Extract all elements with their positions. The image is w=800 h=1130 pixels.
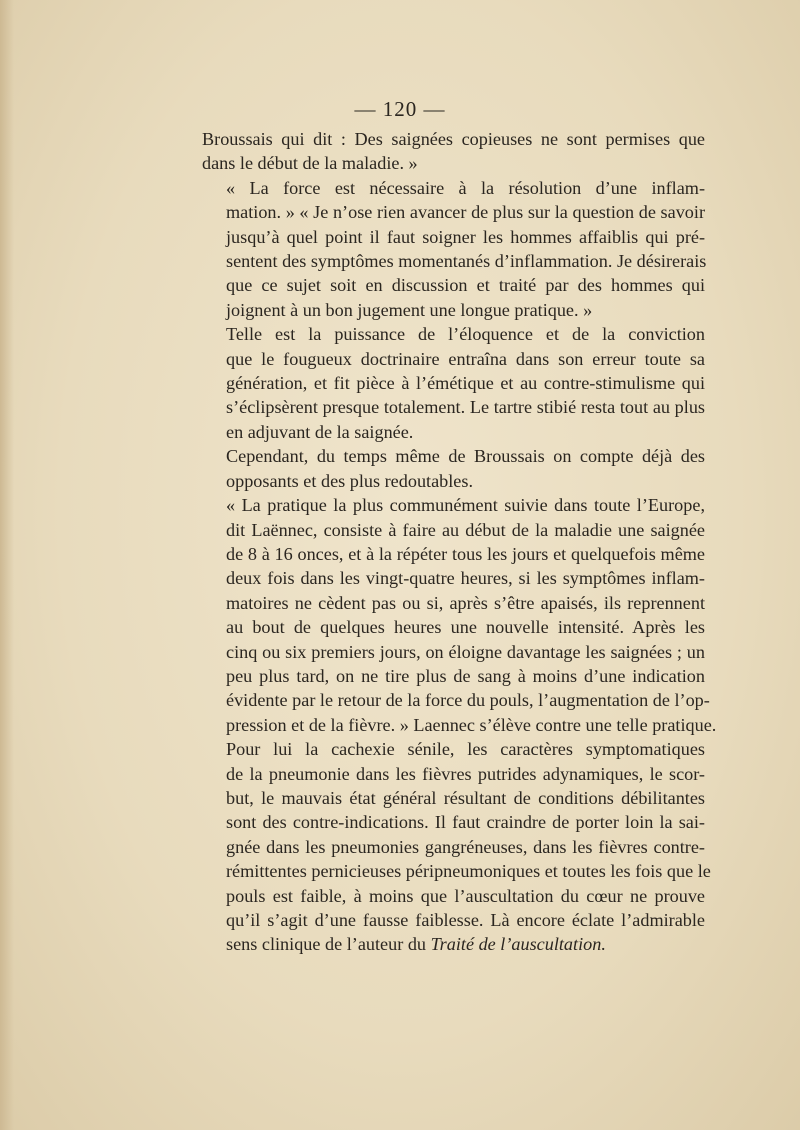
- text-line: jusqu’à quel point il faut soigner les hommes affaiblis qui pré-: [226, 226, 705, 247]
- book-title-italic: Traité de l’auscultation.: [430, 934, 606, 955]
- text-line: sont des contre-indications. Il faut craindre de porter loin la sai-: [226, 812, 705, 833]
- text-line: but, le mauvais état général résultant de conditions débilitantes: [226, 787, 705, 808]
- text-line: mation. » « Je n’ose rien avancer de plus sur la question de savoir: [226, 202, 705, 223]
- text-line: que le fougueux doctrinaire entraîna dans son erreur toute sa: [226, 348, 705, 369]
- text-line: peu plus tard, on ne tire plus de sang à moins d’une indication: [226, 665, 705, 686]
- text-line: dit Laënnec, consiste à faire au début de la maladie une saignée: [226, 519, 705, 540]
- text-line: de la pneumonie dans les fièvres putrides adynamiques, le scor-: [226, 763, 705, 784]
- page-number: — 120 —: [354, 97, 446, 121]
- text-line: de 8 à 16 onces, et à la répéter tous les jours et quelquefois même: [226, 543, 705, 564]
- paragraph: [202, 444, 705, 493]
- text-line: cinq ou six premiers jours, on éloigne davantage les saignées ; un: [226, 641, 705, 662]
- text-line: sentent des symptômes momentanés d’inflammation. Je désirerais: [226, 251, 707, 272]
- text-line: opposants et des plus redoutables.: [226, 470, 474, 491]
- text-line: rémittentes pernicieuses péripneumoniques et toutes les fois que le: [226, 861, 711, 882]
- text-line: [202, 932, 705, 956]
- text-line: gnée dans les pneumonies gangréneuses, dans les fièvres contre-: [226, 836, 705, 857]
- text-line: qu’il s’agit d’une fausse faiblesse. Là encore éclate l’admirable: [226, 910, 705, 930]
- text-line: en adjuvant de la saignée.: [226, 421, 414, 442]
- paragraph: [202, 176, 705, 322]
- text-line: pouls est faible, à moins que l’auscultation du cœur ne prouve: [226, 885, 705, 906]
- paragraph: [202, 493, 717, 737]
- paragraph: [202, 127, 705, 176]
- text-line: évidente par le retour de la force du pouls, l’augmentation de l’op-: [226, 690, 710, 711]
- text-line: « La force est nécessaire à la résolution d’une inflam-: [226, 177, 705, 198]
- text-line: pression et de la fièvre. » Laennec s’élève contre une telle pratique.: [226, 714, 717, 735]
- text-line: « La pratique la plus communément suivie dans toute l’Europe,: [226, 495, 705, 516]
- page-edge-shadow: [0, 0, 14, 1130]
- text-line: s’éclipsèrent presque totalement. Le tartre stibié resta tout au plus: [226, 397, 705, 418]
- paragraph: [202, 322, 705, 444]
- text-line: dans le début de la maladie. »: [202, 153, 418, 174]
- text-line: Telle est la puissance de l’éloquence et de la conviction: [226, 324, 705, 345]
- text-line: génération, et fit pièce à l’émétique et au contre-stimulisme qui: [226, 373, 705, 394]
- text-line: joignent à un bon jugement une longue pratique. »: [226, 299, 593, 320]
- text-run: sens clinique de l’auteur du: [226, 934, 431, 955]
- text-line: Broussais qui dit : Des saignées copieuses ne sont permises que: [202, 129, 705, 149]
- text-line: au bout de quelques heures une nouvelle intensité. Après les: [226, 617, 705, 638]
- text-line: deux fois dans les vingt-quatre heures, si les symptômes inflam-: [226, 568, 705, 589]
- text-line: matoires ne cèdent pas ou si, après s’être apaisés, ils reprennent: [226, 592, 705, 613]
- text-line: Pour lui la cachexie sénile, les caractères symptomatiques: [226, 739, 705, 760]
- body-text: [202, 127, 717, 957]
- text-line: Cependant, du temps même de Broussais on compte déjà des: [226, 446, 705, 467]
- text-line: que ce sujet soit en discussion et traité par des hommes qui: [226, 275, 705, 296]
- paragraph: [202, 737, 711, 957]
